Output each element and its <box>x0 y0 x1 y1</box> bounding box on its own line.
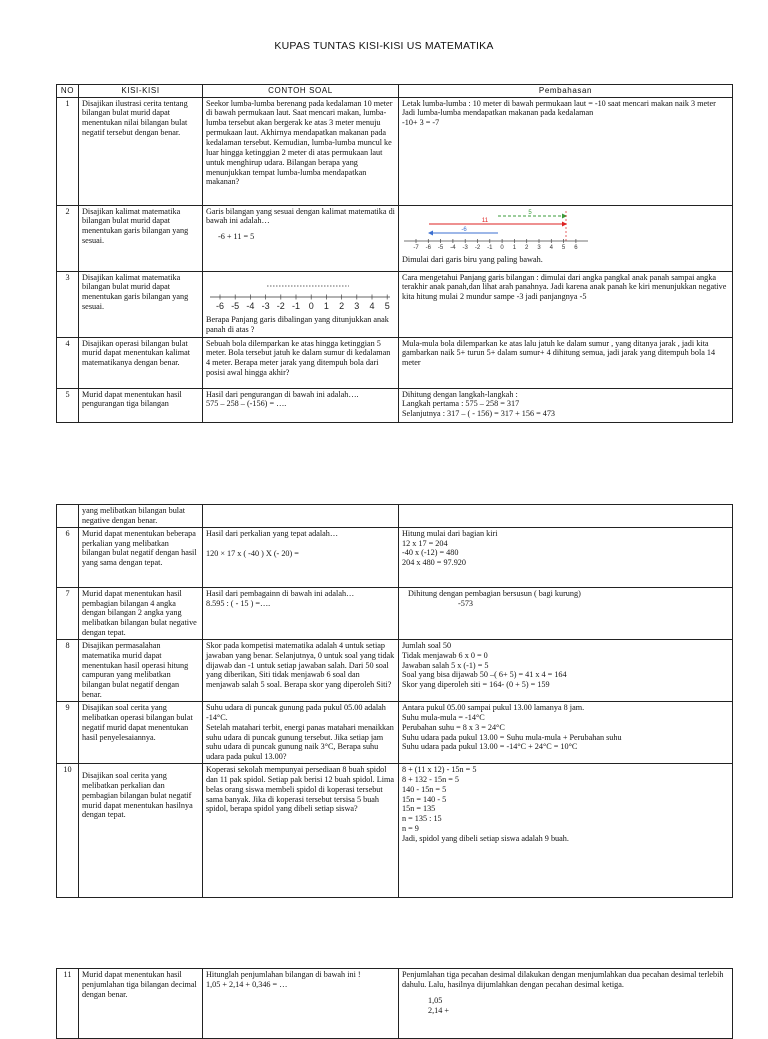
pembahasan-cell: Penjumlahan tiga pecahan desimal dilakukan dengan menjumlahkan dua pecahan desimal terlebih dahulu. Lalu, hasilnya dijumlahkan dengan pecahan desimal ketiga. 1,05 2,14 + <box>399 969 733 1039</box>
kisi-cell: yang melibatkan bilangan bulat negative dengan benar. <box>79 505 203 528</box>
tick-label: 1 <box>323 300 329 311</box>
contoh-cell: Garis bilangan yang sesuai dengan kalimat matematika di bawah ini adalah… -6 + 11 = 5 <box>203 205 399 271</box>
row-number <box>57 505 79 528</box>
table-row <box>57 388 733 422</box>
table-row <box>57 587 733 639</box>
contoh-cell: Hasil dari pembagainn di bawah ini adalah… 8.595 : ( - 15 ) =…. <box>203 587 399 639</box>
tick-label: 2 <box>339 300 345 311</box>
header-contoh: CONTOH SOAL <box>203 85 399 98</box>
table-header-row <box>57 85 733 98</box>
arrow-label-blue: -6 <box>461 226 467 233</box>
document-title: KUPAS TUNTAS KISI-KISI US MATEMATIKA <box>274 40 494 52</box>
tick-label: -3 <box>462 244 468 251</box>
pembahasan-cell: Cara mengetahui Panjang garis bilangan : dimulai dari angka pangkal anak panah sampai angka terakhir anak panah,dan lihat arah panahnya. Jadi karena anak panah ke kiri menunjukkan negative kita hitung mulai 2 mundur sampe -3 jadi panjangnya -5 <box>399 271 733 337</box>
table-row <box>57 969 733 1039</box>
kisi-cell: Murid dapat menentukan hasil pengurangan tiga bilangan <box>79 388 203 422</box>
pembahasan-cell: Dihitung dengan langkah-langkah : Langkah pertama : 575 – 258 = 317 Selanjutnya : 317 – ( - 156) = 317 + 156 = 473 <box>399 388 733 422</box>
contoh-cell <box>203 505 399 528</box>
tick-label: -1 <box>291 300 301 311</box>
contoh-cell: Sebuah bola dilemparkan ke atas hingga ketinggian 5 meter. Bola tersebut jatuh ke dalam sumur di kedalaman 4 meter. Berapa meter jarak yang ditempuh bola dari posisi awal hingga akhir? <box>203 337 399 388</box>
kisi-cell: Disajikan kalimat matematika bilangan bulat murid dapat menentukan garis bilangan yang sesuai. <box>79 271 203 337</box>
tick-label: -3 <box>261 300 270 311</box>
contoh-cell: Koperasi sekolah mempunyai persediaan 8 buah spidol dan 11 pak spidol. Setiap pak berisi 12 buah spidol. Lima belas orang siswa membeli spidol di koperasi tersebut sama banyak. Jika di koperasi tersebut tersisa 5 buah spidol, berapa spidol yang dibeli setiap siswa? <box>203 764 399 898</box>
contoh-cell: Hasil dari perkalian yang tepat adalah… 120 × 17 x ( -40 ) X (- 20) = <box>203 527 399 587</box>
table-row <box>57 505 733 528</box>
tick-label: 4 <box>549 244 553 251</box>
header-pembahasan: Pembahasan <box>399 85 733 98</box>
tick-label: -4 <box>450 244 456 251</box>
kisi-cell: Disajikan soal cerita yang melibatkan operasi bilangan bulat negatif murid dapat menentukan hasil penyelesaiannya. <box>79 701 203 763</box>
pembahasan-cell: Hitung mulai dari bagian kiri 12 x 17 = 204 -40 x (-12) = 480 204 x 480 = 97.920 <box>399 527 733 587</box>
kisi-cell: Disajikan permasalahan matematika murid dapat menentukan hasil operasi hitung campuran yang melibatkan bilangan bulat negatif dengan benar. <box>79 639 203 701</box>
table-row <box>57 527 733 587</box>
table-row <box>57 271 733 337</box>
table-row <box>57 639 733 701</box>
pembahasan-cell: Letak lumba-lumba : 10 meter di bawah permukaan laut = -10 saat mencari makan naik 3 meter Jadi lumba-lumba mendapatkan makanan pada kedalaman -10+ 3 = -7 <box>399 97 733 205</box>
contoh-cell: Skor pada kompetisi matematika adalah 4 untuk setiap jawaban yang benar. Selanjutnya, 0 untuk soal yang tidak dijawab dan -1 untuk setiap jawaban salah. Dari 50 soal yang diberikan, Siti tidak menjawab 6 soal dan menjawab salah 5 soal. Berapa skor yang diperoleh Siti? <box>203 639 399 701</box>
kisi-cell: Murid dapat menentukan beberapa perkalian yang melibatkan bilangan bulat negatif dengan hasil yang sama dengan tepat. <box>79 527 203 587</box>
row-number: 7 <box>57 587 79 639</box>
tick-label: 4 <box>369 300 375 311</box>
table-row <box>57 205 733 271</box>
kisi-table-page-1 <box>56 84 733 423</box>
row-number: 9 <box>57 701 79 763</box>
row-number: 4 <box>57 337 79 388</box>
tick-label: -5 <box>437 244 444 251</box>
table-row <box>57 764 733 898</box>
tick-label: 1 <box>512 244 517 251</box>
contoh-cell: Hasil dari pengurangan di bawah ini adalah…. 575 – 258 – (-156) = …. <box>203 388 399 422</box>
tick-label: -6 <box>425 244 431 251</box>
arrow-label-green: 5 <box>528 209 532 216</box>
pembahasan-cell <box>399 505 733 528</box>
contoh-cell: Suhu udara di puncak gunung pada pukul 05.00 adalah -14°C. Setelah matahari terbit, energi panas matahari menaikkan suhu udara di puncak gunung tersebut. Jika setiap jam suhu udara di puncak gunung naik 3°C, Berapa suhu udara pada pukul 13.00? <box>203 701 399 763</box>
tick-label: -6 <box>215 300 225 311</box>
row-number: 10 <box>57 764 79 898</box>
row-number: 3 <box>57 271 79 337</box>
kisi-table-page-3 <box>56 968 733 1039</box>
row-number: 1 <box>57 97 79 205</box>
tick-label: 0 <box>500 244 504 251</box>
tick-label: -5 <box>231 300 240 311</box>
tick-label: 6 <box>574 244 578 251</box>
table-row <box>57 701 733 763</box>
tick-label: -4 <box>246 300 255 311</box>
row-number: 8 <box>57 639 79 701</box>
header-no: NO <box>57 85 79 98</box>
pembahasan-cell: Dihitung dengan pembagian bersusun ( bagi kurung) -573 <box>399 587 733 639</box>
row-number: 11 <box>57 969 79 1039</box>
pembahasan-cell: Antara pukul 05.00 sampai pukul 13.00 lamanya 8 jam. Suhu mula-mula = -14°C Perubahan suhu = 8 x 3 = 24°C Suhu udara pada pukul 13.00 = Suhu mula-mula + Perubahan suhu Suhu udara pada pukul 13.00 = -14°C + 24°C = 10°C <box>399 701 733 763</box>
number-line-question <box>206 273 392 313</box>
tick-label: 2 <box>525 244 529 251</box>
pembahasan-cell: 8 + (11 x 12) - 15n = 5 8 + 132 - 15n = 5 140 - 15n = 5 15n = 140 - 5 15n = 135 n = 135 : 15 n = 9 Jadi, spidol yang dibeli setiap siswa adalah 9 buah. <box>399 764 733 898</box>
math-expression: -6 + 11 = 5 <box>218 232 255 242</box>
row-number: 6 <box>57 527 79 587</box>
table-row <box>57 337 733 388</box>
kisi-cell: Murid dapat menentukan hasil pembagian bilangan 4 angka dengan bilangan 2 angka yang melibatkan bilangan bulat negative dengan tepat. <box>79 587 203 639</box>
row-number: 5 <box>57 388 79 422</box>
tick-label: -7 <box>413 244 419 251</box>
tick-label: 0 <box>308 300 314 311</box>
tick-label: 3 <box>537 244 541 251</box>
tick-label: -2 <box>276 300 285 311</box>
kisi-cell: Murid dapat menentukan hasil penjumlahan tiga bilangan decimal dengan benar. <box>79 969 203 1039</box>
contoh-cell: -6 -5 -4 -3 -2 -1 0 1 2 3 4 5 Berapa Panjang garis dibalingan yang ditunjukkan anak panah di atas ? <box>203 271 399 337</box>
contoh-cell: Hitunglah penjumlahan bilangan di bawah ini ! 1,05 + 2,14 + 0,346 = … <box>203 969 399 1039</box>
kisi-cell: Disajikan soal cerita yang melibatkan perkalian dan pembagian bilangan bulat negatif murid dapat menentukan hasilnya dengan tepat. <box>79 764 203 898</box>
pembahasan-cell: Mula-mula bola dilemparkan ke atas lalu jatuh ke dalam sumur , yang ditanya jarak , jadi kita gambarkan naik 5+ turun 5+ dalam sumur+ 4 dihitung semua, jadi jarak yang ditempuh bola 14 meter <box>399 337 733 388</box>
contoh-cell: Seekor lumba-lumba berenang pada kedalaman 10 meter di bawah permukaan laut. Saat mencari makan, lumba-lumba tersebut akan bergerak ke atas 3 meter menuju permukaan laut. Akhirnya mendapatkan makanan pada kedalaman tersebut. Kemudian, lumba-lumba muncul ke luar hingga ketinggian 2 meter di atas permukaan laut untuk menghirup udara. Bilangan berapa yang menunjukkan tempat lumba-lumba mendapatkan makanan? <box>203 97 399 205</box>
tick-label: -2 <box>474 244 481 251</box>
table-row <box>57 97 733 205</box>
pembahasan-cell: Jumlah soal 50 Tidak menjawab 6 x 0 = 0 Jawaban salah 5 x (-1) = 5 Soal yang bisa dijawab 50 –( 6+ 5) = 41 x 4 = 164 Skor yang diperoleh siti = 164- (0 + 5) = 159 <box>399 639 733 701</box>
pembahasan-cell: 5 11 -6 -7 -6 -5 -4 -3 -2 -1 0 1 2 3 4 5 6 Dimulai dari garis biru yang paling bawah. <box>399 205 733 271</box>
row-number: 2 <box>57 205 79 271</box>
kisi-cell: Disajikan operasi bilangan bulat murid dapat menentukan kalimat matematikanya dengan benar. <box>79 337 203 388</box>
tick-label: 5 <box>561 244 566 251</box>
kisi-cell: Disajikan ilustrasi cerita tentang bilangan bulat murid dapat menentukan nilai bilangan bulat negatif tersebut dengan benar. <box>79 97 203 205</box>
tick-label: 3 <box>354 300 360 311</box>
kisi-table-page-2 <box>56 504 733 898</box>
header-kisi: KISI-KISI <box>79 85 203 98</box>
kisi-cell: Disajikan kalimat matematika bilangan bulat murid dapat menentukan garis bilangan yang sesuai. <box>79 205 203 271</box>
arrow-number-line-diagram <box>402 207 602 253</box>
arrow-label-red: 11 <box>481 217 489 224</box>
tick-label: -1 <box>487 244 493 251</box>
tick-label: 5 <box>384 300 390 311</box>
